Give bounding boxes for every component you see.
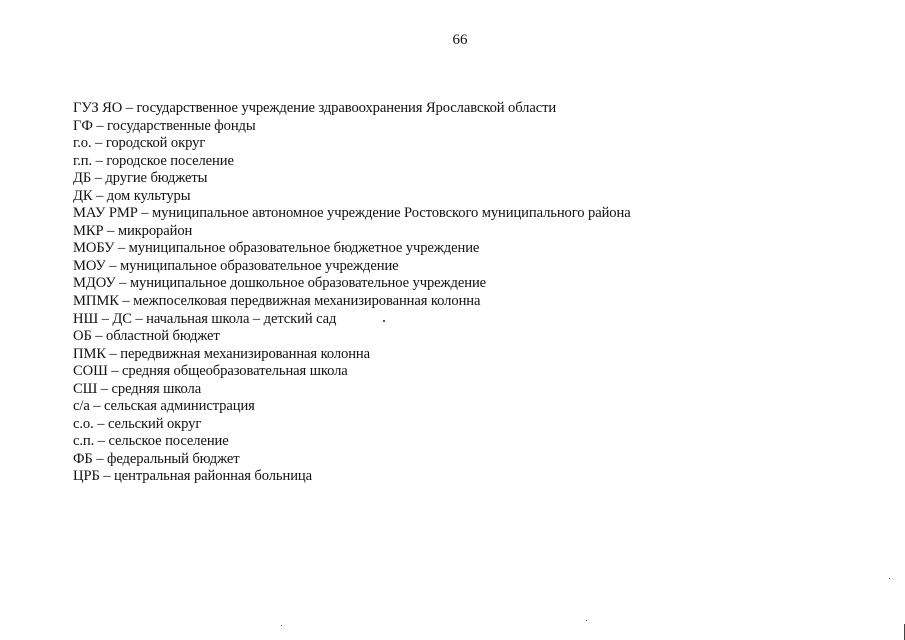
abbreviation-entry: с.п. – сельское поселение xyxy=(73,433,229,450)
abbreviation-entry: МКР – микрорайон xyxy=(73,222,193,239)
abbreviation-entry: ДК – дом культуры xyxy=(73,187,191,204)
abbreviation-entry: МАУ РМР – муниципальное автономное учреждение Ростовского муниципального района xyxy=(73,205,631,222)
scan-speck xyxy=(281,625,282,626)
abbreviation-entry: г.о. – городской округ xyxy=(73,135,206,152)
scan-speck xyxy=(383,320,385,322)
abbreviation-entry: МОУ – муниципальное образовательное учреждение xyxy=(73,257,399,274)
abbreviation-entry: МПМК – межпоселковая передвижная механизированная колонна xyxy=(73,293,481,310)
abbreviation-entry: ФБ – федеральный бюджет xyxy=(73,450,240,467)
scan-speck xyxy=(889,578,890,579)
scan-speck xyxy=(586,620,587,621)
page-number: 66 xyxy=(452,32,468,48)
abbreviation-entry: ГУЗ ЯО – государственное учреждение здравоохранения Ярославской области xyxy=(73,100,557,116)
abbreviation-entry: с.о. – сельский округ xyxy=(73,415,202,432)
abbreviation-entry: ГФ – государственные фонды xyxy=(73,117,256,134)
abbreviation-entry: МДОУ – муниципальное дошкольное образовательное учреждение xyxy=(73,275,487,292)
abbreviation-entry: СШ – средняя школа xyxy=(73,380,202,397)
abbreviation-entry: ОБ – областной бюджет xyxy=(73,328,220,345)
abbreviation-entry: ЦРБ – центральная районная больница xyxy=(73,468,312,485)
abbreviation-entry: г.п. – городское поселение xyxy=(73,152,234,169)
abbreviation-entry: с/а – сельская администрация xyxy=(73,398,255,415)
abbreviation-entry: НШ – ДС – начальная школа – детский сад xyxy=(73,310,337,327)
abbreviation-entry: ПМК – передвижная механизированная колонна xyxy=(73,345,371,362)
abbreviation-entry: СОШ – средняя общеобразовательная школа xyxy=(73,363,348,380)
abbreviation-list xyxy=(73,100,631,486)
abbreviation-entry: ДБ – другие бюджеты xyxy=(73,170,208,187)
abbreviation-entry: МОБУ – муниципальное образовательное бюджетное учреждение xyxy=(73,240,480,257)
